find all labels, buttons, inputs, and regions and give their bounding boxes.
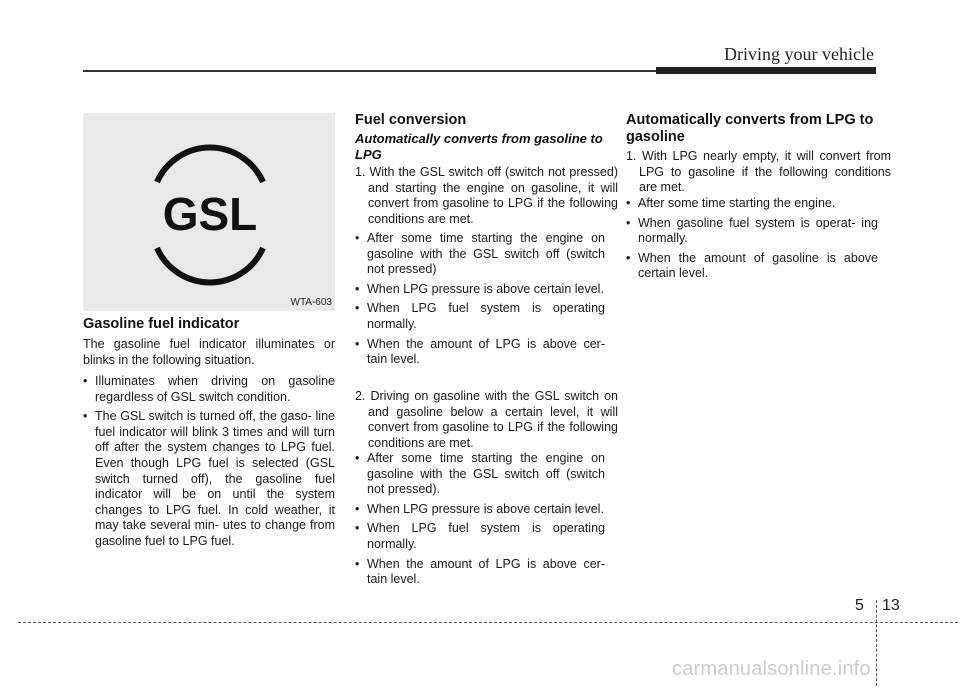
header-rule-accent <box>656 67 876 74</box>
figure-code: WTA-603 <box>290 297 332 308</box>
heading-lpg-to-gasoline: Automatically converts from LPG to gasoline <box>626 112 874 145</box>
list-item: • When the amount of LPG is above cer- tain level. <box>355 336 605 367</box>
list-item: • When LPG pressure is above certain level. <box>355 501 604 516</box>
list-item: • After some time starting the engine. <box>626 196 836 210</box>
col1-bullet-list <box>83 374 335 554</box>
list-item: • When gasoline fuel system is operat- ing normally. <box>626 215 878 246</box>
list-item: • After some time starting the engine on gasoline with the GSL switch off (switch not pressed). <box>355 451 605 497</box>
numbered-item-1-lpg: 1. With LPG nearly empty, it will convert from LPG to gasoline if the following conditions are met. <box>626 149 891 195</box>
numbered-item-1: 1. With the GSL switch off (switch not pressed) and starting the engine on gasoline, it will convert from gasoline to LPG if the following conditions are met. <box>355 165 618 226</box>
list-item: • When the amount of gasoline is above certain level. <box>626 250 878 281</box>
watermark: carmanualsonline.info <box>672 658 871 680</box>
list-item: • When the amount of LPG is above cer- tain level. <box>355 556 605 587</box>
col2-bullet-list-1 <box>355 231 605 372</box>
footer-vertical-divider <box>876 600 877 686</box>
list-item: • After some time starting the engine on gasoline with the GSL switch off (switch not pressed) <box>355 231 605 277</box>
gsl-indicator-icon <box>83 113 335 311</box>
list-item: • The GSL switch is turned off, the gaso- line fuel indicator will blink 3 times and will turn off after the system changes to LPG fuel. Even though LPG fuel is selected (GSL switch turned off), the gasoline fuel indicator will be on until the system changes to LPG fuel. In cold weather, it may take several min- utes to change from gasoline fuel to LPG fuel. <box>83 409 335 548</box>
page-number: 13 <box>882 597 900 614</box>
col3-bullet-list <box>626 196 878 286</box>
heading-gasoline-fuel-indicator: Gasoline fuel indicator <box>83 316 240 332</box>
list-item: • When LPG pressure is above certain level. <box>355 281 604 296</box>
footer-divider <box>18 622 958 623</box>
section-title: Driving your vehicle <box>724 44 874 64</box>
list-item: • Illuminates when driving on gasoline regardless of GSL switch condition. <box>83 374 335 404</box>
header-rule <box>83 70 656 72</box>
subheading-gasoline-to-lpg: Automatically converts from gasoline to LPG <box>355 131 603 162</box>
col2-bullet-list-2 <box>355 451 605 592</box>
list-item: • When LPG fuel system is operating normally. <box>355 301 605 331</box>
intro-paragraph: The gasoline fuel indicator illuminates or blinks in the following situation. <box>83 337 335 367</box>
numbered-item-2: 2. Driving on gasoline with the GSL switch on and gasoline below a certain level, it will convert from gasoline to LPG if the following conditions are met. <box>355 389 618 450</box>
gsl-indicator-figure <box>83 113 335 311</box>
list-item: • When LPG fuel system is operating normally. <box>355 521 605 551</box>
chapter-number: 5 <box>855 597 864 614</box>
gsl-symbol-text: GSL <box>162 188 258 240</box>
heading-fuel-conversion: Fuel conversion <box>355 112 467 128</box>
